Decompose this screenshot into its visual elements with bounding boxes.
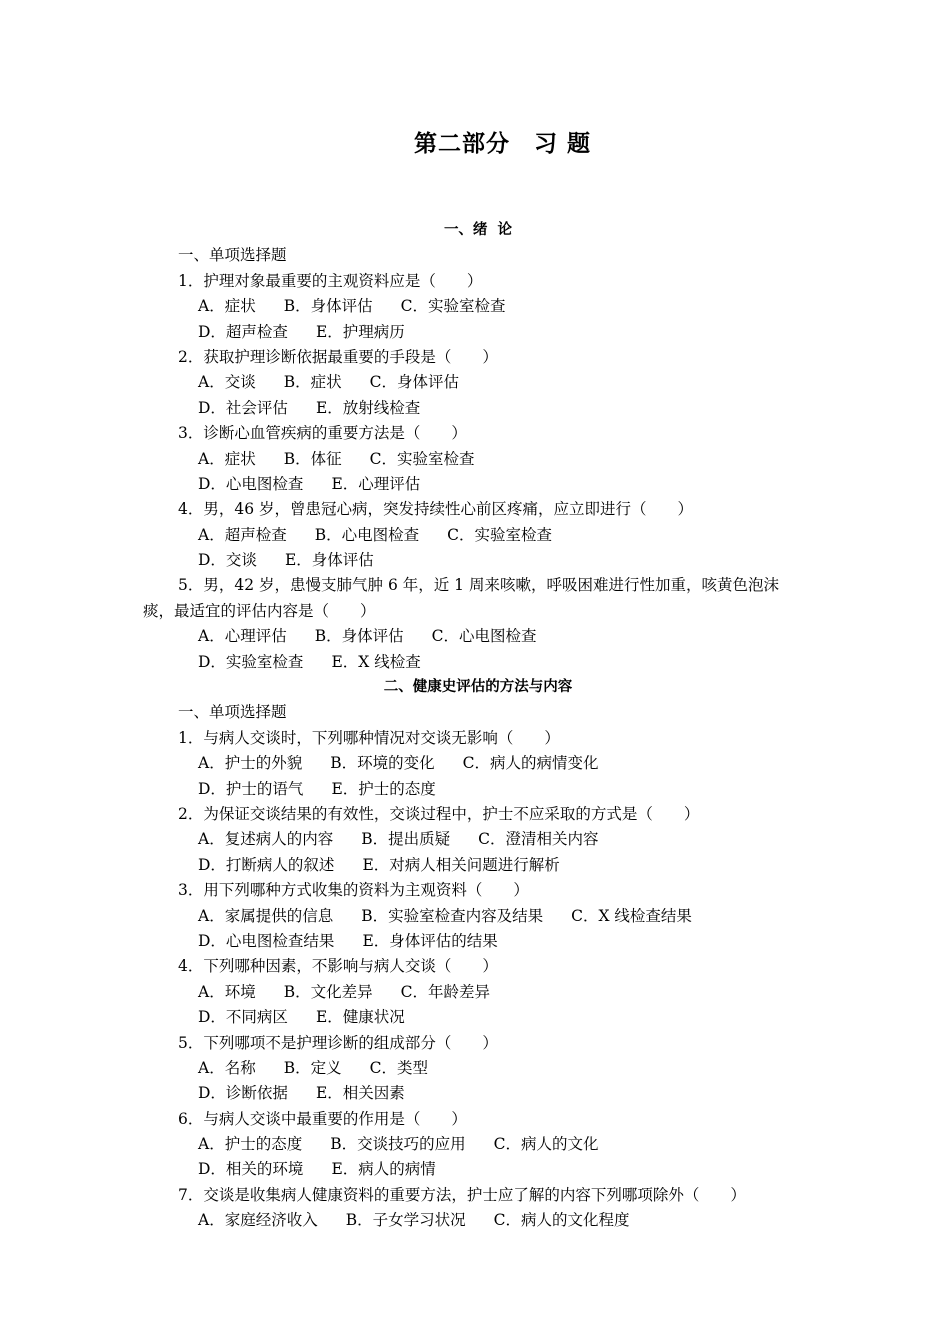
option-row: [143, 1208, 813, 1233]
option-row: [143, 853, 813, 878]
answer-option: A．名称: [198, 1058, 256, 1077]
option-row: [143, 1081, 813, 1106]
option-row: [143, 548, 813, 573]
answer-option: C．心电图检查: [431, 627, 537, 646]
answer-option: C．实验室检查: [369, 449, 475, 468]
answer-option: B．文化差异: [283, 982, 373, 1001]
answer-option: D．心电图检查结果: [198, 931, 335, 950]
question-stem: 1．护理对象最重要的主观资料应是（ ）: [178, 271, 483, 290]
answer-option: A．护士的态度: [198, 1135, 303, 1154]
answer-option: E．对病人相关问题进行解析: [362, 855, 560, 874]
answer-option: A．环境: [198, 982, 256, 1001]
answer-option: B．心电图检查: [314, 525, 420, 544]
question-type-heading: 一、单项选择题: [178, 703, 287, 722]
option-row: [143, 1056, 813, 1081]
answer-option: C．X 线检查结果: [571, 906, 692, 925]
answer-option: C．澄清相关内容: [478, 830, 599, 849]
question-type-heading: 一、单项选择题: [178, 246, 287, 265]
answer-option: D．不同病区: [198, 1008, 288, 1027]
answer-option: E．心理评估: [331, 474, 421, 493]
option-row: [143, 320, 813, 345]
answer-option: E．病人的病情: [331, 1160, 436, 1179]
option-row: [143, 624, 813, 649]
answer-option: E．相关因素: [315, 1084, 405, 1103]
answer-option: D．超声检查: [198, 322, 288, 341]
answer-option: E．身体评估: [284, 551, 374, 570]
option-row: [143, 447, 813, 472]
answer-option: E．X 线检查: [331, 652, 421, 671]
answer-option: B．环境的变化: [330, 754, 435, 773]
option-row: [143, 980, 813, 1005]
answer-option: A．家属提供的信息: [198, 906, 334, 925]
answer-option: C．实验室检查: [400, 297, 506, 316]
option-row: [143, 370, 813, 395]
answer-option: B．定义: [283, 1058, 342, 1077]
question-stem: 1．与病人交谈时，下列哪种情况对交谈无影响（ ）: [178, 728, 560, 747]
question-stem: 3．诊断心血管疾病的重要方法是（ ）: [178, 424, 467, 443]
answer-option: B．实验室检查内容及结果: [361, 906, 544, 925]
answer-option: A．家庭经济收入: [198, 1211, 318, 1230]
option-row: [143, 904, 813, 929]
question-stem: 5．下列哪项不是护理诊断的组成部分（ ）: [178, 1033, 498, 1052]
page-title: 第二部分 习 题: [413, 131, 591, 157]
answer-option: E．放射线检查: [315, 398, 421, 417]
option-row: [143, 929, 813, 954]
answer-option: C．病人的文化程度: [493, 1211, 630, 1230]
answer-option: C．类型: [369, 1058, 428, 1077]
answer-option: A．交谈: [198, 373, 256, 392]
answer-option: E．身体评估的结果: [362, 931, 498, 950]
answer-option: D．社会评估: [198, 398, 288, 417]
answer-option: B．子女学习状况: [345, 1211, 466, 1230]
exercise-content: [143, 218, 813, 1234]
answer-option: B．症状: [283, 373, 342, 392]
answer-option: D．实验室检查: [198, 652, 304, 671]
answer-option: D．相关的环境: [198, 1160, 304, 1179]
answer-option: C．病人的文化: [493, 1135, 599, 1154]
answer-option: C．年龄差异: [400, 982, 490, 1001]
answer-option: B．提出质疑: [361, 830, 451, 849]
answer-option: D．交谈: [198, 551, 257, 570]
section-heading: 二、健康史评估的方法与内容: [383, 679, 573, 696]
answer-option: C．身体评估: [369, 373, 459, 392]
option-row: [143, 294, 813, 319]
answer-option: B．身体评估: [314, 627, 404, 646]
answer-option: B．体征: [283, 449, 342, 468]
question-stem: 3．用下列哪种方式收集的资料为主观资料（ ）: [178, 881, 529, 900]
option-row: [143, 1005, 813, 1030]
answer-option: B．身体评估: [283, 297, 373, 316]
option-row: [143, 472, 813, 497]
question-stem: 4．男，46 岁，曾患冠心病，突发持续性心前区疼痛，应立即进行（ ）: [178, 500, 694, 519]
answer-option: A．护士的外貌: [198, 754, 303, 773]
answer-option: E．护理病历: [315, 322, 405, 341]
answer-option: A．症状: [198, 449, 256, 468]
option-row: [143, 751, 813, 776]
option-row: [143, 396, 813, 421]
question-stem: 5．男，42 岁，患慢支肺气肿 6 年，近 1 周来咳嗽，呼吸困难进行性加重，咳黄色泡沫: [178, 576, 779, 595]
option-row: [143, 827, 813, 852]
question-stem: 7．交谈是收集病人健康资料的重要方法，护士应了解的内容下列哪项除外（ ）: [178, 1185, 746, 1204]
answer-option: B．交谈技巧的应用: [330, 1135, 466, 1154]
answer-option: D．护士的语气: [198, 779, 304, 798]
answer-option: A．复述病人的内容: [198, 830, 334, 849]
option-row: [143, 523, 813, 548]
answer-option: D．心电图检查: [198, 474, 304, 493]
answer-option: A．超声检查: [198, 525, 287, 544]
answer-option: A．心理评估: [198, 627, 287, 646]
option-row: [143, 1132, 813, 1157]
section-heading: 一、绪 论: [443, 222, 513, 238]
question-stem: 2．获取护理诊断依据最重要的手段是（ ）: [178, 347, 498, 366]
option-row: [143, 777, 813, 802]
question-stem: 6．与病人交谈中最重要的作用是（ ）: [178, 1109, 467, 1128]
answer-option: A．症状: [198, 297, 256, 316]
question-stem-continued: 痰，最适宜的评估内容是（ ）: [143, 601, 376, 620]
answer-option: E．护士的态度: [331, 779, 436, 798]
answer-option: E．健康状况: [315, 1008, 405, 1027]
answer-option: C．病人的病情变化: [462, 754, 599, 773]
option-row: [143, 650, 813, 675]
answer-option: C．实验室检查: [447, 525, 552, 544]
question-stem: 2．为保证交谈结果的有效性，交谈过程中，护士不应采取的方式是（ ）: [178, 804, 700, 823]
question-stem: 4．下列哪种因素，不影响与病人交谈（ ）: [178, 957, 498, 976]
answer-option: D．打断病人的叙述: [198, 855, 335, 874]
option-row: [143, 1157, 813, 1182]
answer-option: D．诊断依据: [198, 1084, 288, 1103]
